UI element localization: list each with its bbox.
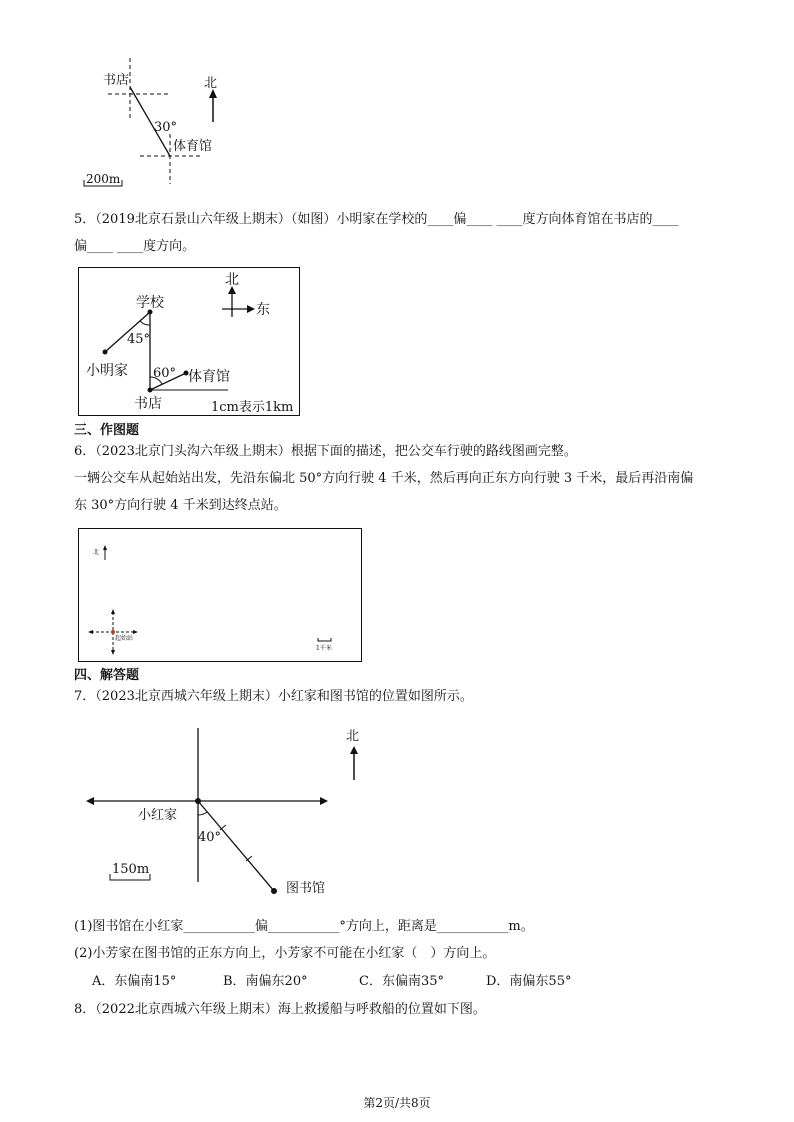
figure-q5	[78, 267, 300, 416]
scale-label: 200m	[86, 172, 121, 186]
north-label: 北	[346, 729, 360, 744]
east-label: 东	[256, 302, 270, 318]
q5-line2: 偏____ ____度方向。	[74, 239, 196, 254]
figure-q6	[78, 528, 362, 663]
figure-top	[80, 58, 260, 193]
q7-option-b: B．南偏东20°	[223, 974, 308, 989]
arc-40	[198, 812, 207, 815]
start-point	[111, 630, 115, 634]
arc-45	[140, 321, 150, 325]
school-label: 学校	[136, 295, 164, 311]
home-label: 小红家	[138, 808, 178, 823]
q7-option-c: C．东偏南35°	[359, 974, 444, 989]
q7-text1: 小红家和图书馆的位置如图所示。	[277, 689, 473, 704]
section4-title: 四、解答题	[74, 668, 140, 683]
north-label: 北	[93, 549, 100, 556]
figure-q7	[84, 722, 384, 902]
home-point	[195, 798, 201, 804]
q6-line1	[74, 444, 577, 460]
q6-text1: 根据下面的描述，把公交车行驶的路线图画完整。	[290, 444, 577, 459]
angle-60-label: 60°	[153, 366, 177, 381]
q7-line1	[74, 689, 473, 705]
section3-title: 三、作图题	[74, 423, 140, 438]
q5-number: 5．	[74, 212, 96, 227]
start-label: 起始站	[115, 635, 134, 642]
angle-label: 40°	[198, 830, 222, 845]
gym-label: 体育馆	[188, 369, 230, 385]
angle-45-label: 45°	[127, 332, 151, 347]
q7-number: 7．	[74, 689, 96, 704]
page-footer: 第2页/共8页	[363, 1096, 431, 1110]
q8-source: （2022北京西城六年级上期末）	[95, 1002, 278, 1017]
library-label: 图书馆	[286, 881, 326, 896]
scale-label: 150m	[112, 862, 150, 877]
arrow-left-icon	[88, 630, 93, 634]
q7-option-a: A．东偏南15°	[92, 974, 177, 989]
home-point	[103, 350, 108, 355]
scale-label: 1千米	[316, 645, 332, 652]
shop-point	[148, 388, 153, 393]
shop-label: 书店	[103, 73, 130, 88]
q6-line3: 东 30°方向行驶 4 千米到达终点站。	[74, 498, 287, 513]
q7-sub2: (2)小芳家在图书馆的正东方向上，小芳家不可能在小红家（ ）方向上。	[74, 946, 496, 961]
figure-q5-border	[79, 268, 300, 416]
arrow-down-icon	[111, 650, 115, 655]
q6-line2: 一辆公交车从起始站出发，先沿东偏北 50°方向行驶 4 千米，然后再向正东方向行驶 3 千米，最后再沿南偏	[74, 471, 694, 486]
q7-option-d: D．南偏东55°	[486, 974, 572, 989]
arrow-up-icon	[111, 609, 115, 614]
q7-source: （2023北京西城六年级上期末）	[95, 689, 278, 704]
arrow-right-icon	[320, 797, 328, 805]
q6-source: （2023北京门头沟六年级上期末）	[95, 444, 291, 459]
home-library-line	[198, 801, 274, 891]
q8-text1: 海上救援船与呼救船的位置如下图。	[277, 1002, 486, 1017]
gym-label: 体育馆	[173, 139, 213, 154]
q5-line1	[74, 212, 679, 228]
scale-label: 1cm表示1km	[211, 400, 294, 415]
q5-text1: （如图）小明家在学校的____偏____ ____度方向体育馆在书店的____	[290, 212, 679, 227]
q6-number: 6．	[74, 444, 96, 459]
q7-sub1: (1)图书馆在小红家___________偏___________°方向上，距离是___________m。	[74, 919, 534, 934]
q5-source: （2019北京石景山六年级上期末）	[95, 212, 291, 227]
north-label: 北	[204, 76, 218, 91]
q8-number: 8．	[74, 1002, 96, 1017]
angle-label: 30°	[154, 120, 178, 135]
north-label: 北	[225, 272, 239, 288]
scale-bar	[318, 638, 331, 641]
q8-line1	[74, 1002, 486, 1018]
arrow-right-icon	[133, 630, 138, 634]
shop-label: 书店	[134, 396, 162, 412]
library-point	[271, 888, 277, 894]
home-label: 小明家	[86, 363, 128, 379]
arrow-left-icon	[86, 797, 94, 805]
